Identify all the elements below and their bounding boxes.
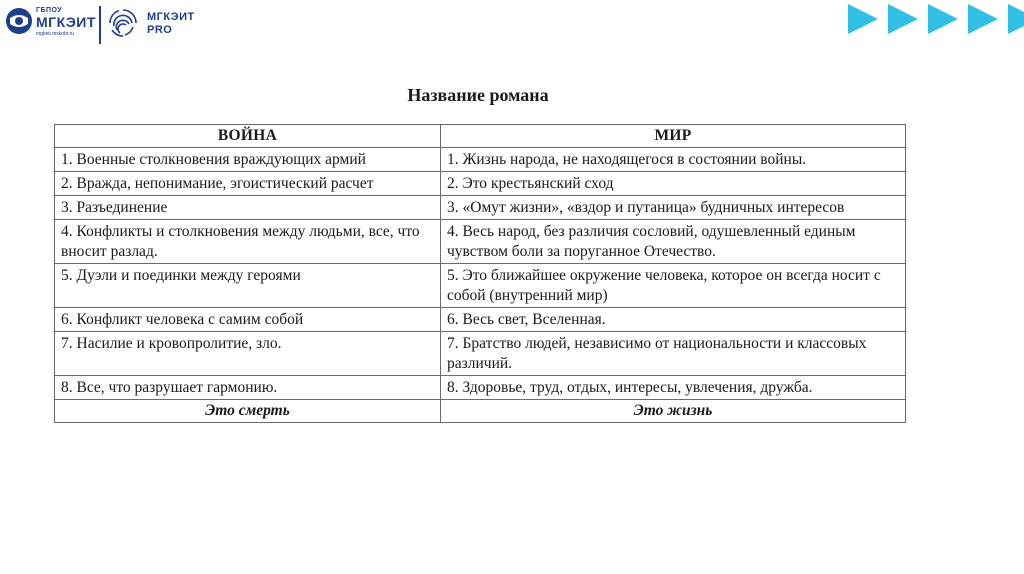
table-row (55, 172, 906, 196)
play-arrow-icon (1008, 4, 1024, 34)
decorative-arrows (848, 4, 1024, 36)
mgkeit-logo (4, 4, 96, 42)
war-cell: 2. Вражда, непонимание, эгоистический расчет (55, 172, 441, 196)
column-header-war: ВОЙНА (55, 125, 441, 148)
globe-logo-icon (4, 6, 34, 36)
play-arrow-icon (848, 4, 878, 34)
logo-divider (99, 6, 101, 44)
logo-abbrev: ГБПОУ (36, 7, 63, 14)
logo-pro-line1: МГКЭИТ (147, 11, 195, 23)
peace-cell: 6. Весь свет, Вселенная. (441, 308, 906, 332)
peace-cell: 5. Это ближайшее окружение человека, которое он всегда носит с собой (внутренний мир) (441, 264, 906, 308)
war-cell: 6. Конфликт человека с самим собой (55, 308, 441, 332)
peace-summary: Это жизнь (441, 400, 906, 423)
peace-cell: 1. Жизнь народа, не находящегося в состоянии войны. (441, 148, 906, 172)
comparison-table (54, 124, 906, 423)
column-header-peace: МИР (441, 125, 906, 148)
fingerprint-logo-icon (106, 6, 140, 40)
peace-cell: 7. Братство людей, независимо от национальности и классовых различий. (441, 332, 906, 376)
war-summary: Это смерть (55, 400, 441, 423)
table-row (55, 148, 906, 172)
war-cell: 5. Дуэли и поединки между героями (55, 264, 441, 308)
play-arrow-icon (968, 4, 998, 34)
slide-header (0, 0, 1024, 48)
table-row (55, 220, 906, 264)
table-header-row (55, 125, 906, 148)
war-cell: 4. Конфликты и столкновения между людьми, все, что вносит разлад. (55, 220, 441, 264)
play-arrow-icon (928, 4, 958, 34)
war-cell: 3. Разъединение (55, 196, 441, 220)
peace-cell: 8. Здоровье, труд, отдых, интересы, увлечения, дружба. (441, 376, 906, 400)
table-row (55, 264, 906, 308)
table-footer-row (55, 400, 906, 423)
mgkeit-pro-logo (106, 4, 202, 42)
logo-url: mgkeit.mskobr.ru (36, 31, 75, 37)
war-cell: 7. Насилие и кровопролитие, зло. (55, 332, 441, 376)
table-row (55, 332, 906, 376)
document-title: Название романа (407, 85, 549, 105)
peace-cell: 4. Весь народ, без различия сословий, одушевленный единым чувством боли за поруганное Отечество. (441, 220, 906, 264)
logo-name: МГКЭИТ (36, 14, 96, 30)
peace-cell: 3. «Омут жизни», «вздор и путаница» будничных интересов (441, 196, 906, 220)
play-arrow-icon (888, 4, 918, 34)
peace-cell: 2. Это крестьянский сход (441, 172, 906, 196)
logo-pro-line2: PRO (147, 24, 173, 36)
table-row (55, 196, 906, 220)
table-row (55, 376, 906, 400)
war-cell: 1. Военные столкновения враждующих армий (55, 148, 441, 172)
table-row (55, 308, 906, 332)
war-cell: 8. Все, что разрушает гармонию. (55, 376, 441, 400)
